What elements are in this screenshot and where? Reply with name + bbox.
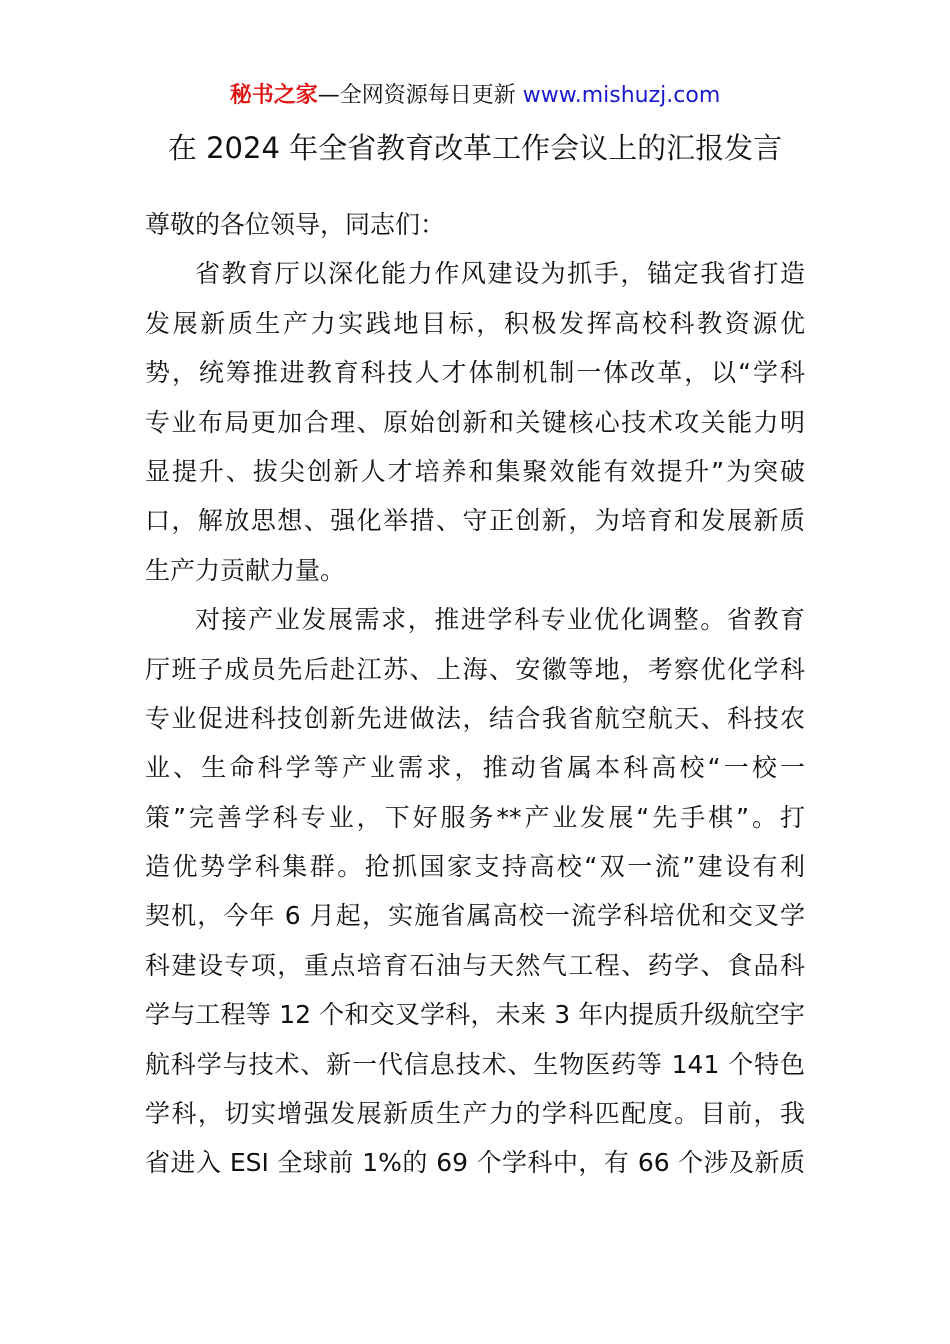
paragraph-line: 科建设专项，重点培育石油与天然气工程、药学、食品科 <box>145 950 805 980</box>
paragraph-line: 契机，今年 6 月起，实施省属高校一流学科培优和交叉学 <box>145 901 805 931</box>
paragraph-line: 造优势学科集群。抢抓国家支持高校“双一流”建设有利 <box>145 852 805 882</box>
paragraph-1 <box>145 249 805 595</box>
paragraph-line: 策”完善学科专业，下好服务**产业发展“先手棋”。打 <box>145 802 805 832</box>
paragraph-line: 省教育厅以深化能力作风建设为抓手，锚定我省打造 <box>195 259 805 289</box>
paragraph-line: 专业布局更加合理、原始创新和关键核心技术攻关能力明 <box>145 407 805 437</box>
paragraph-line: 口，解放思想、强化举措、守正创新，为培育和发展新质 <box>145 506 805 536</box>
site-tagline: —全网资源每日更新 <box>317 83 516 108</box>
site-name: 秘书之家 <box>229 83 318 108</box>
paragraph-line: 势，统筹推进教育科技人才体制机制一体改革，以“学科 <box>145 358 805 388</box>
paragraph-line: 学科，切实增强发展新质生产力的学科匹配度。目前，我 <box>145 1099 805 1129</box>
paragraph-line: 生产力贡献力量。 <box>145 555 346 585</box>
site-url-link[interactable]: www.mishuzj.com <box>522 83 721 108</box>
paragraph-line: 业、生命科学等产业需求，推动省属本科高校“一校一 <box>145 753 805 783</box>
paragraph-line: 对接产业发展需求，推进学科专业优化调整。省教育 <box>195 605 805 635</box>
document-title: 在 2024 年全省教育改革工作会议上的汇报发言 <box>167 131 783 165</box>
paragraph-line: 显提升、拔尖创新人才培养和集聚效能有效提升”为突破 <box>145 456 805 486</box>
salutation: 尊敬的各位领导，同志们： <box>145 210 446 239</box>
paragraph-2 <box>145 595 805 1188</box>
paragraph-line: 学与工程等 12 个和交叉学科，未来 3 年内提质升级航空宇 <box>145 1000 805 1030</box>
paragraph-line: 发展新质生产力实践地目标，积极发挥高校科教资源优 <box>145 308 805 338</box>
paragraph-line: 航科学与技术、新一代信息技术、生物医药等 141 个特色 <box>145 1049 805 1079</box>
site-header <box>0 80 950 112</box>
paragraph-line: 省进入 ESI 全球前 1%的 69 个学科中，有 66 个涉及新质 <box>145 1148 805 1178</box>
paragraph-line: 专业促进科技创新先进做法，结合我省航空航天、科技农 <box>145 703 805 733</box>
document-body <box>145 200 805 1188</box>
paragraph-line: 厅班子成员先后赴江苏、上海、安徽等地，考察优化学科 <box>145 654 805 684</box>
